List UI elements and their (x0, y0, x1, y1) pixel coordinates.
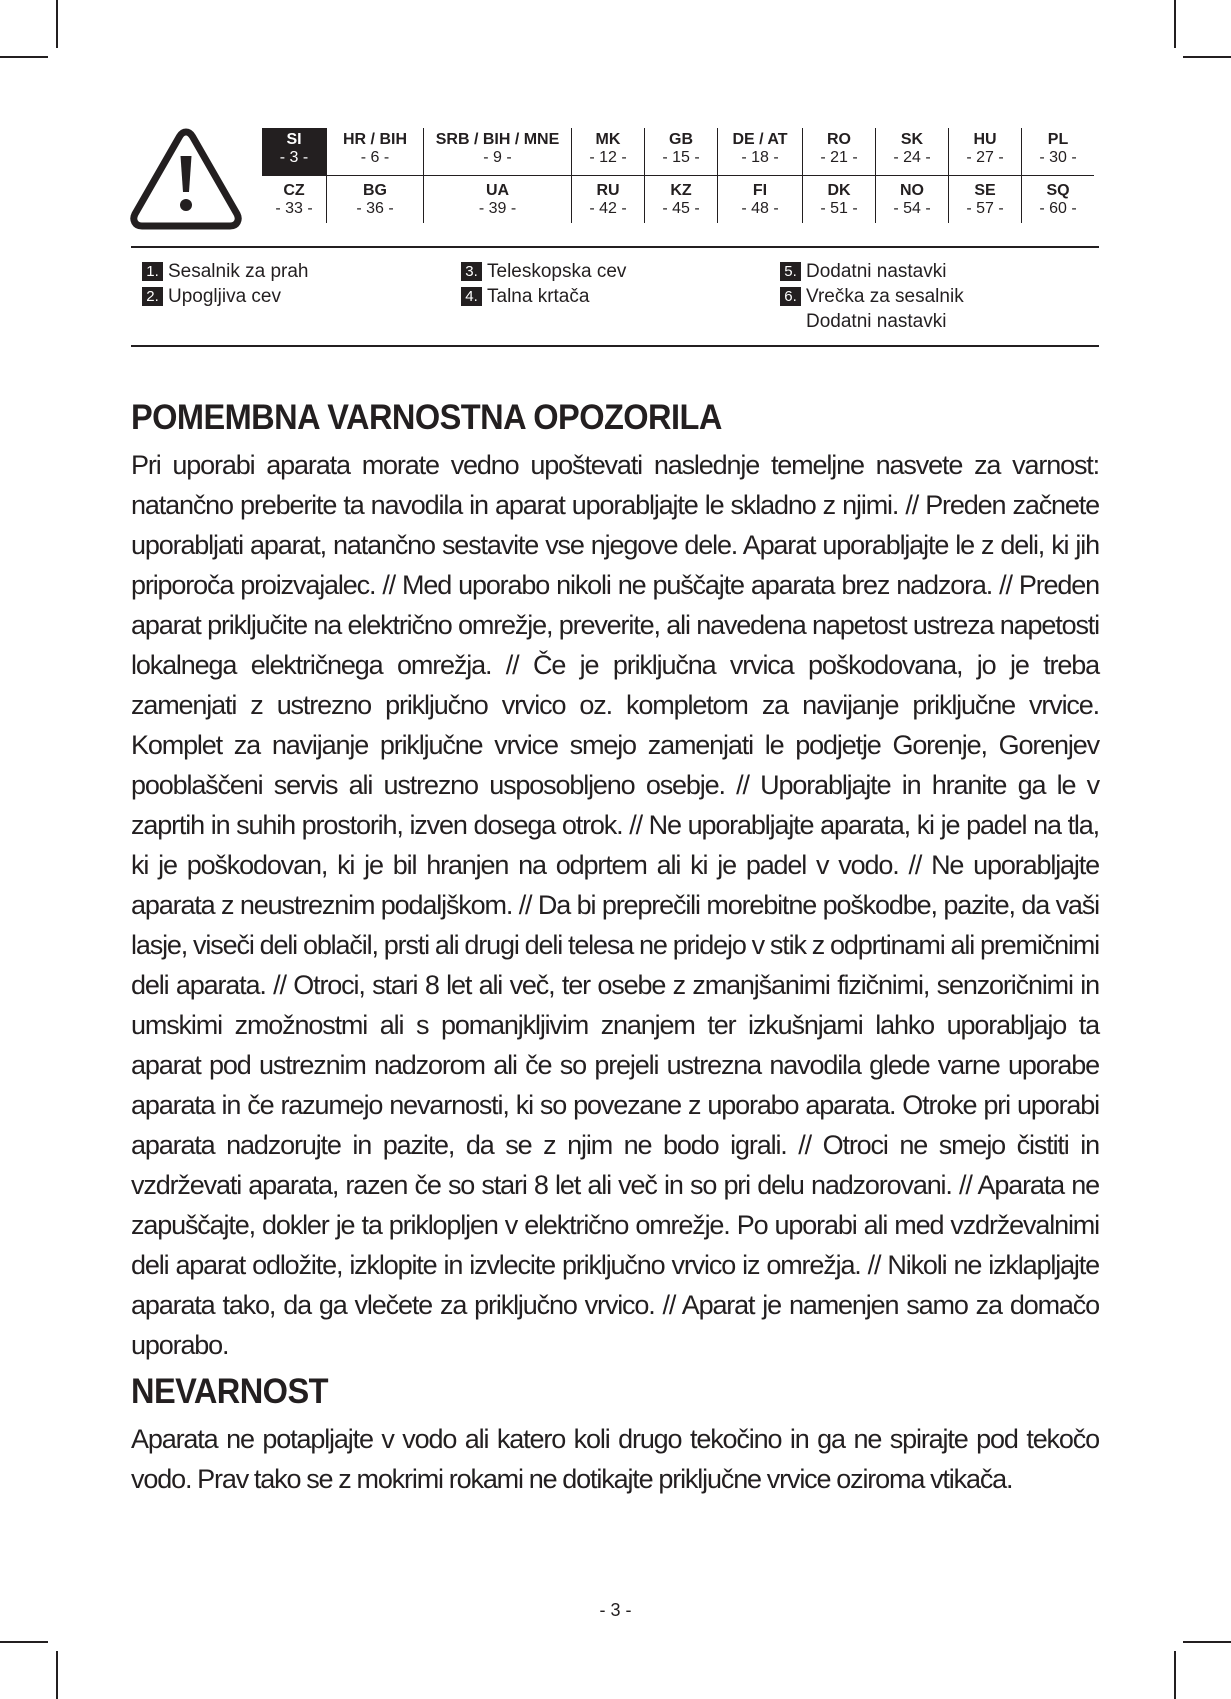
legend-item (461, 259, 626, 284)
legend-label: Sesalnik za prah (168, 261, 309, 282)
legend-item (780, 259, 964, 284)
crop-mark (56, 0, 58, 48)
language-row (262, 176, 1094, 224)
legend-label: Teleskopska cev (487, 261, 627, 282)
language-cell-active[interactable]: SI - 3 - (262, 128, 327, 176)
safety-paragraph: Pri uporabi aparata morate vedno upoštevati naslednje temeljne nasvete za varnost: natančno preberite ta navodila in aparat uporabljajte le skladno z njimi. // Preden začnete uporabljati aparat, natančno sestavite vse njegove dele. Aparat uporabljajte le z deli, ki jih priporoča proizvajalec. // Med uporabo nikoli ne puščajte aparata brez nadzora. // Preden aparat priključite na električno omrežje, preverite, ali navedena napetost ustreza napetosti lokalnega električnega omrežja. // Če je priključna vrvica poškodovana, jo je treba zamenjati z ustrezno priključno vrvico oz. kompletom za navijanje priključne vrvice. Komplet za navijanje priključne vrvice smejo zamenjati le podjetje Gorenje, Gorenjev pooblaščeni servis ali ustrezno usposobljeno osebje. // Uporabljajte in hranite ga le v zaprtih in suhih prostorih, izven dosega otrok. // Ne uporabljajte aparata, ki je padel na tla, ki je poškodovan, ki je bil hranjen na odprtem ali ki je padel v vodo. // Ne uporabljajte aparata z neustreznim podaljškom. // Da bi preprečili morebitne poškodbe, pazite, da vaši lasje, viseči deli oblačil, prsti ali drugi deli telesa ne pridejo v stik z odprtinami ali premičnimi deli aparata. // Otroci, stari 8 let ali več, ter osebe z zmanjšanimi fizičnimi, senzoričnimi in umskimi zmožnostmi ali s pomanjkljivim znanjem ter izkušnjami lahko uporabljajo ta aparat pod ustreznim nadzorom ali če so prejeli ustrezna navodila glede varne uporabe aparata in če razumejo nevarnosti, ki so povezane z uporabo aparata. Otroke pri uporabi aparata nadzorujte in pazite, da se z njim ne bodo igrali. // Otroci ne smejo čistiti in vzdrževati aparata, razen če so stari 8 let ali več in so pri delu nadzorovani. // Aparata ne zapuščajte, dokler je ta priklopljen v električno omrežje. Po uporabi ali med vzdrževalnimi deli aparat odložite, izklopite in izvlecite priključno vrvico iz omrežja. // Nikoli ne izklapljajte aparata tako, da ga vlečete za priključno vrvico. // Aparat je namenjen samo za domačo uporabo. (131, 450, 1099, 1360)
legend-number: 3. (461, 262, 482, 281)
legend-number: 4. (461, 287, 482, 306)
legend-column (461, 259, 626, 309)
language-cell[interactable]: BG - 36 - (327, 176, 424, 224)
legend-number: 2. (142, 287, 163, 306)
legend-number: 5. (780, 262, 801, 281)
language-cell[interactable]: MK - 12 - (572, 128, 645, 176)
legend-top-rule (131, 246, 1099, 248)
language-cell[interactable]: SK - 24 - (876, 128, 949, 176)
legend-bottom-rule (131, 345, 1099, 347)
legend-label: Vrečka za sesalnik Dodatni nastavki (806, 286, 964, 332)
danger-paragraph: Aparata ne potapljajte v vodo ali katero koli drugo tekočino in ga ne spirajte pod tekočo vodo. Prav tako se z mokrimi rokami ne dotikajte priključne vrvice oziroma vtikača. (131, 1424, 1099, 1494)
crop-mark (1183, 56, 1231, 58)
language-cell[interactable]: SRB / BIH / MNE - 9 - (424, 128, 572, 176)
crop-mark (1174, 1651, 1176, 1699)
page-number: - 3 - (599, 1600, 632, 1620)
legend-item (461, 284, 626, 309)
language-cell[interactable]: HR / BIH - 6 - (327, 128, 424, 176)
legend-label: Talna krtača (487, 286, 590, 307)
crop-mark (1174, 0, 1176, 48)
language-cell[interactable]: UA - 39 - (424, 176, 572, 224)
language-cell[interactable]: KZ - 45 - (645, 176, 718, 224)
language-cell[interactable]: RU - 42 - (572, 176, 645, 224)
legend-item (142, 284, 308, 309)
language-cell[interactable]: SE - 57 - (949, 176, 1022, 224)
language-cell[interactable]: HU - 27 - (949, 128, 1022, 176)
parts-legend (142, 259, 1082, 339)
crop-mark (0, 56, 48, 58)
language-cell[interactable]: DE / AT - 18 - (718, 128, 803, 176)
legend-item (142, 259, 308, 284)
legend-label: Dodatni nastavki (806, 261, 947, 282)
language-cell[interactable]: DK - 51 - (803, 176, 876, 224)
legend-number: 1. (142, 262, 163, 281)
language-cell[interactable]: FI - 48 - (718, 176, 803, 224)
legend-label: Upogljiva cev (168, 286, 281, 307)
legend-column (780, 259, 964, 334)
language-cell[interactable]: RO - 21 - (803, 128, 876, 176)
safety-heading: POMEMBNA VARNOSTNA OPOZORILA (131, 398, 722, 437)
legend-item (780, 284, 964, 334)
language-index-table (262, 128, 1094, 223)
language-cell[interactable]: GB - 15 - (645, 128, 718, 176)
language-cell[interactable]: CZ - 33 - (275, 182, 313, 217)
warning-triangle-icon (128, 126, 244, 232)
danger-heading: NEVARNOST (131, 1372, 328, 1411)
crop-mark (1183, 1641, 1231, 1643)
crop-mark (0, 1641, 48, 1643)
legend-number: 6. (780, 287, 801, 306)
legend-column (142, 259, 308, 309)
language-cell[interactable]: PL - 30 - (1022, 128, 1095, 176)
crop-mark (56, 1651, 58, 1699)
language-cell[interactable]: SQ - 60 - (1022, 176, 1095, 224)
language-row (262, 128, 1094, 176)
language-cell[interactable]: NO - 54 - (876, 176, 949, 224)
